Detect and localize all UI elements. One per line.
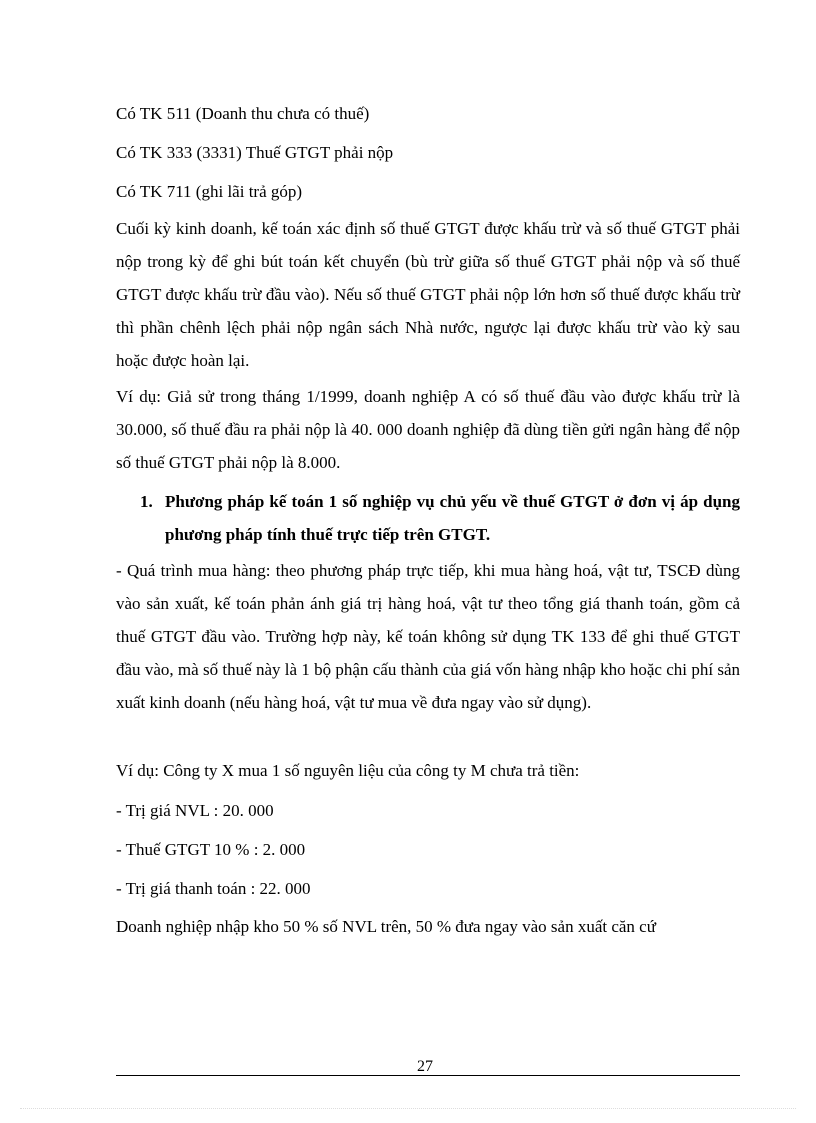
list-item-payment-value: - Trị giá thanh toán : 22. 000 (116, 879, 311, 898)
paragraph-example-2: Ví dụ: Công ty X mua 1 số nguyên liệu của công ty M chưa trả tiền: (116, 761, 580, 780)
paragraph-warehouse: Doanh nghiệp nhập kho 50 % số NVL trên, 50 % đưa ngay vào sản xuất căn cứ (116, 917, 656, 936)
footer-divider (116, 1075, 740, 1076)
list-item-vat: - Thuế GTGT 10 % : 2. 000 (116, 840, 306, 859)
list-item-nvl-value: - Trị giá NVL : 20. 000 (116, 801, 274, 820)
entry-line-tk711: Có TK 711 (ghi lãi trả góp) (116, 182, 303, 201)
heading-number: 1. (140, 492, 153, 511)
page-number: 27 (417, 1058, 433, 1075)
paragraph-purchase-process: - Quá trình mua hàng: theo phương pháp trực tiếp, khi mua hàng hoá, vật tư, TSCĐ dùng vào sản xuất, kế toán phản ánh giá trị hàng hoá, vật tư theo tổng giá thanh toán, gồm cả thuế GTGT đầu vào. Trường hợp này, kế toán không sử dụng TK 133 để ghi thuế GTGT đầu vào, mà số thuế này là 1 bộ phận cấu thành của giá vốn hàng nhập kho hoặc chi phí sản xuất kinh doanh (nếu hàng hoá, vật tư mua về đưa ngay vào sử dụng). (116, 561, 740, 712)
section-heading (140, 485, 740, 551)
entry-line-tk333: Có TK 333 (3331) Thuế GTGT phải nộp (116, 143, 394, 162)
paragraph-example-1: Ví dụ: Giả sử trong tháng 1/1999, doanh nghiệp A có số thuế đầu vào được khấu trừ là 30.000, số thuế đầu ra phải nộp là 40. 000 doanh nghiệp đã dùng tiền gửi ngân hàng để nộp số thuế GTGT phải nộp là 8.000. (116, 387, 740, 472)
paragraph-year-end: Cuối kỳ kinh doanh, kế toán xác định số thuế GTGT được khấu trừ và số thuế GTGT phải nộp trong kỳ để ghi bút toán kết chuyển (bù trừ giữa số thuế GTGT phải nộp và số thuế GTGT được khấu trừ đầu vào). Nếu số thuế GTGT phải nộp lớn hơn số thuế được khấu trừ thì phần chênh lệch phải nộp ngân sách Nhà nước, ngược lại được khấu trừ vào kỳ sau hoặc được hoàn lại. (116, 219, 740, 370)
page-edge-divider (20, 1108, 796, 1109)
heading-text: Phương pháp kế toán 1 số nghiệp vụ chủ yếu về thuế GTGT ở đơn vị áp dụng phương pháp tính thuế trực tiếp trên GTGT. (165, 492, 740, 544)
entry-line-tk511: Có TK 511 (Doanh thu chưa có thuế) (116, 104, 370, 123)
